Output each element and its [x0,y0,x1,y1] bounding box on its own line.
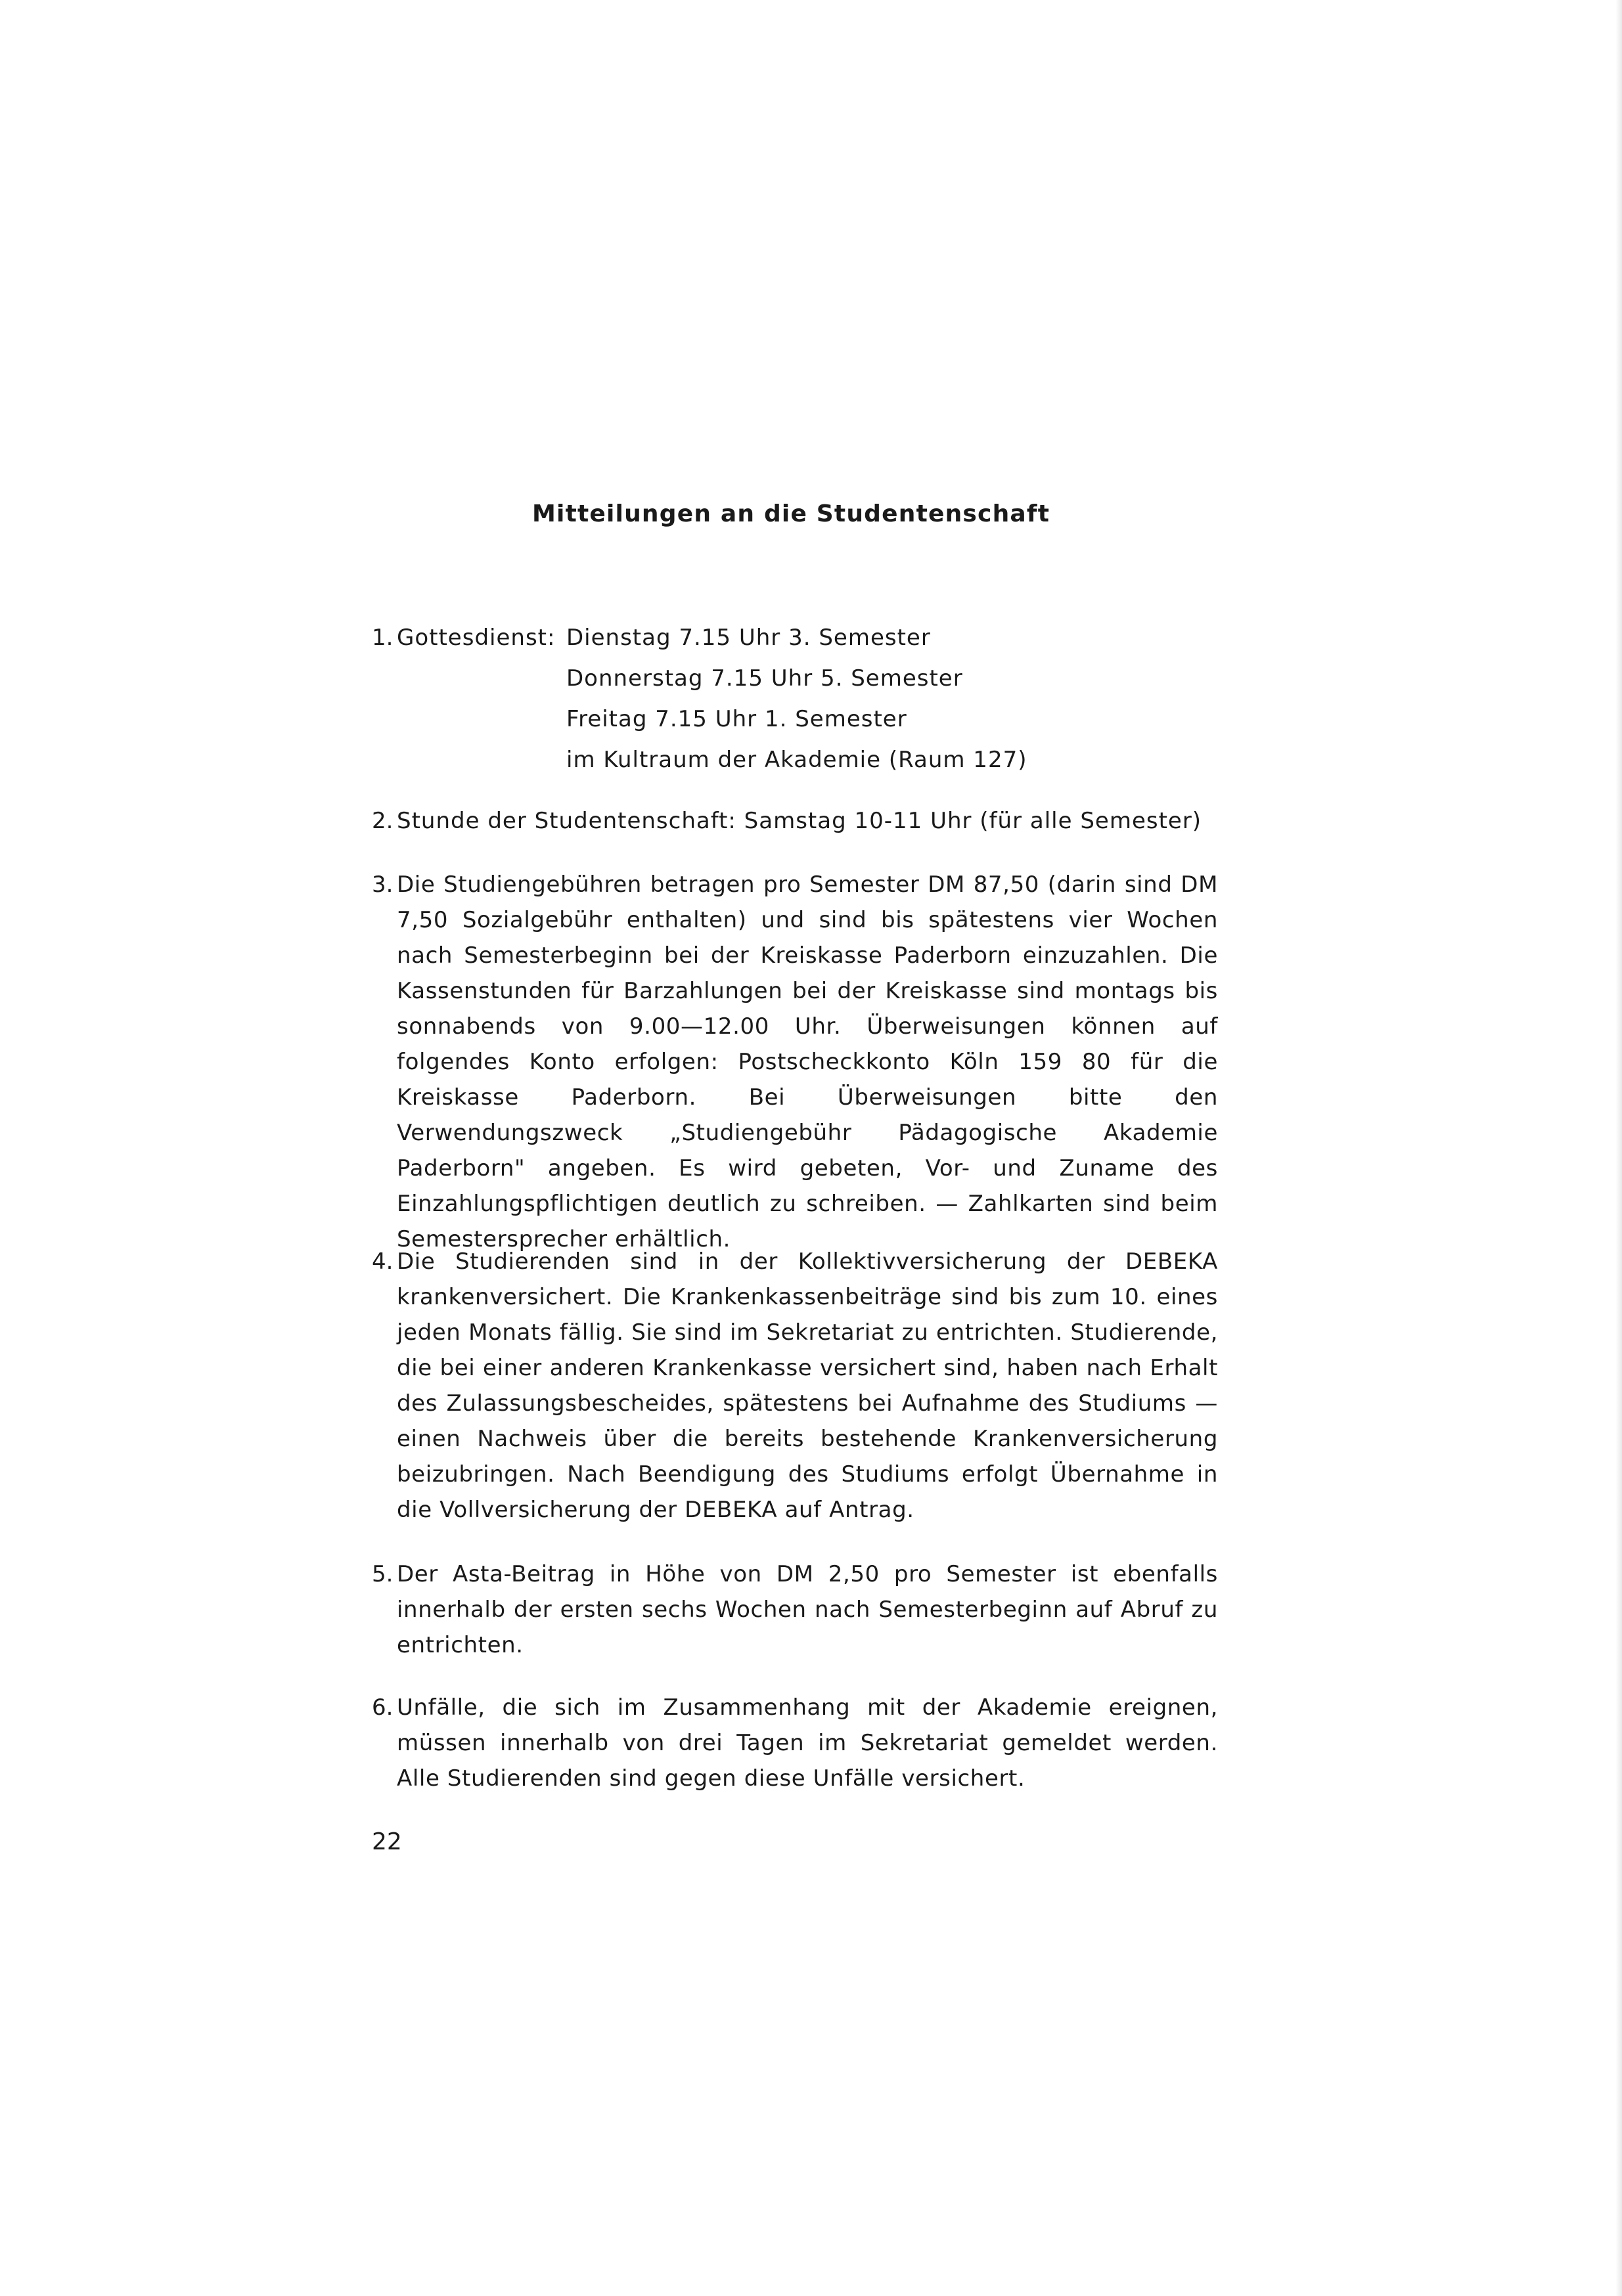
item-3-text: Die Studiengebühren betragen pro Semester DM 87,50 (darin sind DM 7,50 Sozialgebühr enthalten) und sind bis spätestens vier Wochen nach Semesterbeginn bei der Kreiskasse Paderborn einzuzahlen. Die Kassenstunden für Barzahlungen bei der Kreiskasse sind montags bis sonnabends von 9.00—12.00 Uhr. Überweisungen können auf folgendes Konto erfolgen: Postscheckkonto Köln 159 80 für die Kreiskasse Paderborn. Bei Überweisungen bitte den Verwendungszweck „Studiengebühr Pädagogische Akademie Paderborn" angeben. Es wird gebeten, Vor- und Zuname des Einzahlungspflichtigen deutlich zu schreiben. — Zahlkarten sind beim Semestersprecher erhältlich. [397,872,1218,1252]
item-4-text: Die Studierenden sind in der Kollektivversicherung der DEBEKA krankenversichert. Die Krankenkassenbeiträge sind bis zum 10. eines jeden Monats fällig. Sie sind im Sekretariat zu entrichten. Studierende, die bei einer anderen Krankenkasse versichert sind, haben nach Erhalt des Zulassungsbescheides, spätestens bei Aufnahme des Studiums — einen Nachweis über die bereits bestehende Krankenversicherung beizubringen. Nach Beendigung des Studiums erfolgt Übernahme in die Vollversicherung der DEBEKA auf Antrag. [397,1248,1218,1523]
item-1-schedule [566,617,1027,780]
item-6-number: 6. [372,1694,394,1721]
item-5-text: Der Asta-Beitrag in Höhe von DM 2,50 pro Semester ist ebenfalls innerhalb der ersten sechs Wochen nach Semesterbeginn auf Abruf zu entrichten. [397,1561,1218,1658]
item-2-number: 2. [372,808,394,834]
item-6-text: Unfälle, die sich im Zusammenhang mit der Akademie ereignen, müssen innerhalb von drei Tagen im Sekretariat gemeldet werden. Alle Studierenden sind gegen diese Unfälle versichert. [397,1694,1218,1792]
schedule-line: Freitag 7.15 Uhr 1. Semester [566,706,907,732]
page-edge-shadow [1615,0,1622,2296]
item-5-number: 5. [372,1561,394,1587]
schedule-line: Dienstag 7.15 Uhr 3. Semester [566,625,931,651]
item-1-number: 1. [372,625,394,651]
item-4-number: 4. [372,1248,394,1275]
item-1-label: Gottesdienst: [397,625,556,651]
schedule-line: im Kultraum der Akademie (Raum 127) [566,747,1027,773]
page-number: 22 [372,1828,402,1855]
page-title: Mitteilungen an die Studentenschaft [532,500,1050,527]
item-3-number: 3. [372,872,394,898]
item-2-text: Stunde der Studentenschaft: Samstag 10-11 Uhr (für alle Semester) [397,808,1202,834]
schedule-line: Donnerstag 7.15 Uhr 5. Semester [566,665,963,692]
